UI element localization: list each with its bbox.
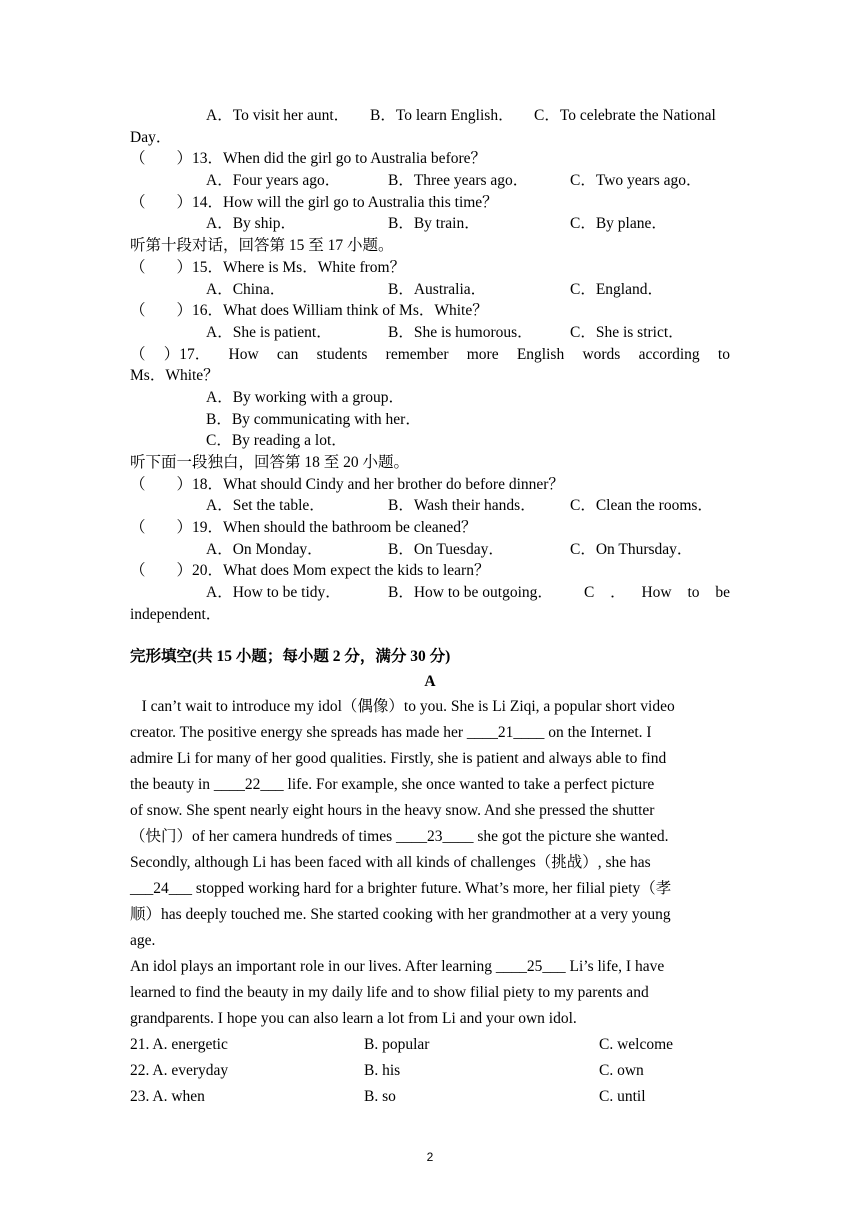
answer-blank: （ ）15．	[130, 258, 224, 276]
option-c: C．England．	[570, 280, 663, 298]
option-a: A．On Monday．	[206, 540, 323, 558]
option-b: B. so	[364, 1088, 396, 1106]
option-a: A．Set the table．	[206, 497, 325, 515]
option-c: C．By plane．	[570, 215, 667, 233]
cloze-options	[130, 1032, 730, 1110]
word: words	[582, 345, 621, 363]
option-a: 23. A. when	[130, 1088, 205, 1106]
q20-option-c-continued: independent．	[130, 605, 222, 623]
section-instruction: 听第十段对话，回答第 15 至 17 小题。	[130, 237, 394, 255]
word: according	[638, 345, 700, 363]
answer-blank: （ ）16．	[130, 302, 224, 320]
word: remember	[385, 345, 449, 363]
q14-options	[130, 213, 730, 235]
option-c: C. until	[599, 1088, 646, 1106]
question-text: Where is Ms．White from？	[223, 258, 406, 276]
q12-option-c: C．To celebrate the National	[534, 107, 716, 124]
option-c: C. own	[599, 1062, 644, 1080]
section-heading: 完形填空(共 15 小题；每小题 2 分，满分 30 分)	[130, 648, 451, 665]
option-c: C．Clean the rooms．	[570, 497, 713, 515]
paragraph-line: grandparents. I hope you can also learn a lot from Li and your own idol.	[130, 1010, 577, 1028]
option-a: A．China．	[206, 280, 286, 298]
word: （	[130, 345, 146, 363]
listening-section	[130, 105, 730, 626]
option-b: B．On Tuesday．	[388, 540, 504, 558]
option-c	[584, 582, 730, 604]
q17-option-a: A．By working with a group．	[206, 388, 405, 406]
question-16	[130, 300, 730, 322]
question-text: When should the bathroom be cleaned？	[223, 519, 477, 537]
q12-options	[130, 105, 730, 127]
paragraph-line: （快门）of her camera hundreds of times ____23____ she got the picture she wanted.	[130, 828, 669, 846]
q12-option-b: B．To learn English．	[370, 107, 514, 124]
answer-blank: （ ）19．	[130, 519, 224, 537]
option-b: B．Australia．	[388, 280, 487, 298]
q20-options	[130, 582, 730, 604]
paragraph-line: ___24___ stopped working hard for a brighter future. What’s more, her filial piety（孝	[130, 880, 672, 898]
q12-option-a: A．To visit her aunt．	[206, 107, 350, 124]
q15-options	[130, 279, 730, 301]
paragraph-line: creator. The positive energy she spreads has made her ____21____ on the Internet. I	[130, 724, 652, 742]
word: C	[584, 584, 595, 602]
option-a: A．She is patient．	[206, 323, 332, 341]
word: be	[715, 584, 730, 602]
question-text: What should Cindy and her brother do before dinner？	[223, 475, 564, 493]
options-row-21	[130, 1032, 730, 1058]
question-18	[130, 474, 730, 496]
word: to	[717, 345, 730, 363]
question-text: How will the girl go to Australia this time？	[223, 193, 498, 211]
paragraph-line: An idol plays an important role in our lives. After learning ____25___ Li’s life, I have	[130, 958, 665, 976]
word: ．	[610, 584, 626, 602]
paragraph-line: age.	[130, 932, 156, 950]
answer-blank: （ ）14．	[130, 193, 224, 211]
cloze-section	[130, 646, 730, 1110]
paragraph-line: learned to find the beauty in my daily life and to show filial piety to my parents and	[130, 984, 649, 1002]
passage-label: A	[424, 672, 436, 690]
option-a: 21. A. energetic	[130, 1036, 228, 1054]
option-c: C．She is strict．	[570, 323, 684, 341]
paragraph-line: I can’t wait to introduce my idol（偶像）to you. She is Li Ziqi, a popular short video	[130, 698, 675, 716]
paragraph-line: of snow. She spent nearly eight hours in the heavy snow. And she pressed the shutter	[130, 802, 655, 820]
question-text: What does William think of Ms．White？	[223, 302, 488, 320]
option-a: 22. A. everyday	[130, 1062, 229, 1080]
option-b: B．Three years ago．	[388, 172, 529, 190]
option-b: B．How to be outgoing．	[388, 584, 553, 602]
paragraph-line: 顺）has deeply touched me. She started cooking with her grandmother at a very young	[130, 906, 671, 924]
option-c: C．Two years ago．	[570, 172, 702, 190]
q16-options	[130, 322, 730, 344]
option-b: B. popular	[364, 1036, 430, 1054]
word: can	[276, 345, 299, 363]
option-a: A．By ship．	[206, 215, 296, 233]
word: How	[228, 345, 259, 363]
question-20	[130, 560, 730, 582]
word: more	[466, 345, 499, 363]
question-13	[130, 148, 730, 170]
q17-option-c: C．By reading a lot．	[206, 432, 347, 450]
q17-option-b: B．By communicating with her．	[206, 410, 421, 428]
question-text: When did the girl go to Australia before？	[223, 150, 487, 168]
question-text: What does Mom expect the kids to learn？	[223, 562, 490, 580]
question-17	[130, 344, 730, 366]
option-c: C. welcome	[599, 1036, 674, 1054]
word: English	[516, 345, 565, 363]
option-c: C．On Thursday．	[570, 540, 693, 558]
cloze-passage	[130, 694, 730, 1032]
q13-options	[130, 170, 730, 192]
paragraph-line: the beauty in ____22___ life. For example, she once wanted to take a perfect picture	[130, 776, 655, 794]
question-14	[130, 192, 730, 214]
q18-options	[130, 495, 730, 517]
question-19	[130, 517, 730, 539]
options-row-23	[130, 1084, 730, 1110]
option-a: A．How to be tidy．	[206, 584, 341, 602]
option-b: B．By train．	[388, 215, 480, 233]
word: to	[687, 584, 700, 602]
option-b: B．Wash their hands．	[388, 497, 536, 515]
paragraph-line: admire Li for many of her good qualities. Firstly, she is patient and always able to find	[130, 750, 667, 768]
answer-blank: （ ）18．	[130, 475, 224, 493]
q19-options	[130, 539, 730, 561]
answer-blank: （ ）13．	[130, 150, 224, 168]
option-b: B. his	[364, 1062, 401, 1080]
q12-option-c-continued: Day．	[130, 128, 172, 146]
paragraph-line: Secondly, although Li has been faced with all kinds of challenges（挑战）, she has	[130, 854, 651, 872]
question-17-continued: Ms．White？	[130, 367, 219, 385]
monologue-instruction: 听下面一段独白，回答第 18 至 20 小题。	[130, 454, 410, 471]
word: ）17．	[163, 345, 211, 363]
option-a: A．Four years ago．	[206, 172, 341, 190]
word: How	[641, 584, 672, 602]
word: students	[316, 345, 368, 363]
option-b: B．She is humorous．	[388, 323, 533, 341]
question-15	[130, 257, 730, 279]
options-row-22	[130, 1058, 730, 1084]
page-number: 2	[426, 1150, 434, 1164]
answer-blank: （ ）20．	[130, 562, 224, 580]
